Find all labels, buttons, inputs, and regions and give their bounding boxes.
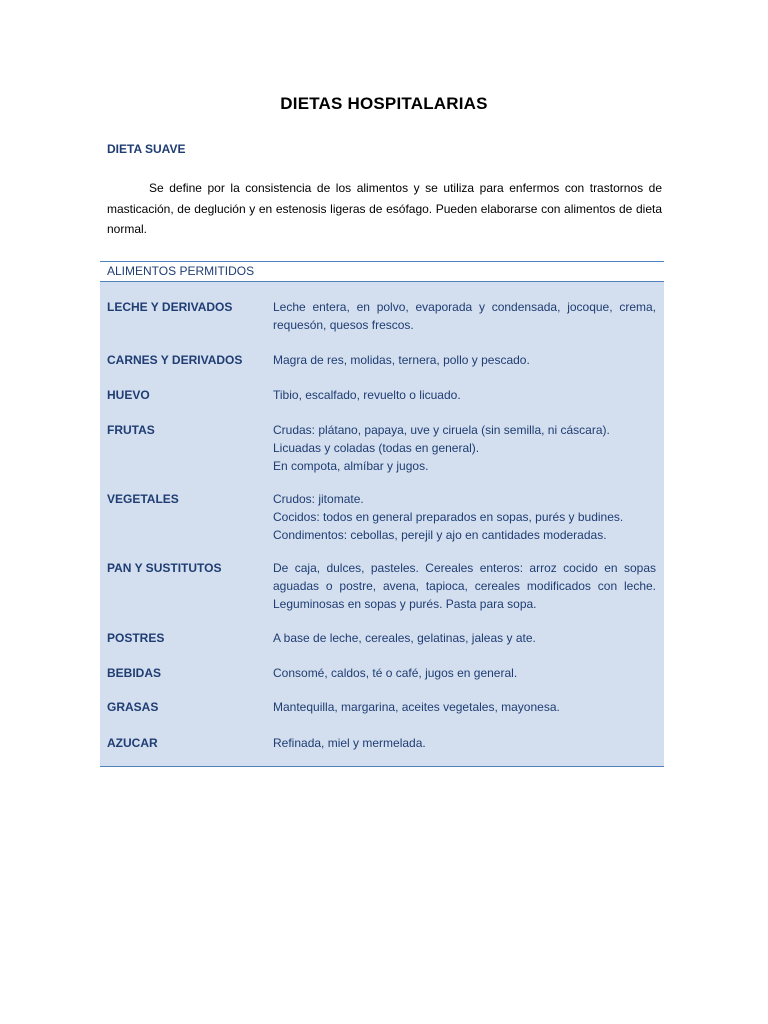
- row-description: [273, 421, 656, 475]
- row-category: LECHE Y DERIVADOS: [107, 300, 233, 314]
- row-category: AZUCAR: [107, 736, 158, 750]
- row-description: [273, 629, 656, 647]
- row-description-line: Leche entera, en polvo, evaporada y condensada, jocoque, crema, requesón, quesos frescos.: [273, 300, 656, 332]
- row-description-line: Crudos: jitomate.: [273, 492, 364, 506]
- row-description: [273, 490, 656, 544]
- row-description: [273, 698, 656, 716]
- row-description: [273, 386, 656, 404]
- allowed-foods-table: [100, 261, 664, 767]
- page-title: DIETAS HOSPITALARIAS: [280, 94, 488, 113]
- row-category: HUEVO: [107, 388, 150, 402]
- row-description: [273, 351, 656, 369]
- row-description: [273, 664, 656, 682]
- row-description-line: Magra de res, molidas, ternera, pollo y pescado.: [273, 353, 530, 367]
- intro-text: Se define por la consistencia de los alimentos y se utiliza para enfermos con trastornos de masticación, de deglución y en estenosis ligeras de esófago. Pueden elaborarse con alimentos de dieta normal.: [107, 181, 662, 236]
- table-header: ALIMENTOS PERMITIDOS: [100, 262, 664, 282]
- row-description-line: En compota, almíbar y jugos.: [273, 459, 429, 473]
- row-category: BEBIDAS: [107, 666, 162, 680]
- row-category: VEGETALES: [107, 492, 179, 506]
- row-description-line: Tibio, escalfado, revuelto o licuado.: [273, 388, 461, 402]
- intro-paragraph: [107, 178, 662, 240]
- row-category: FRUTAS: [107, 423, 155, 437]
- row-category: CARNES Y DERIVADOS: [107, 353, 243, 367]
- row-category: PAN Y SUSTITUTOS: [107, 561, 222, 575]
- row-description-line: Consomé, caldos, té o café, jugos en general.: [273, 666, 518, 680]
- row-description-line: Cocidos: todos en general preparados en sopas, purés y budines.: [273, 510, 624, 524]
- row-description-line: Refinada, miel y mermelada.: [273, 736, 426, 750]
- row-description-line: Mantequilla, margarina, aceites vegetales, mayonesa.: [273, 700, 560, 714]
- section-title: DIETA SUAVE: [107, 142, 186, 156]
- row-category: POSTRES: [107, 631, 165, 645]
- row-description-line: Licuadas y coladas (todas en general).: [273, 441, 480, 455]
- row-description: [273, 298, 656, 334]
- row-description-line: Crudas: plátano, papaya, uve y ciruela (sin semilla, ni cáscara).: [273, 423, 610, 437]
- row-category: GRASAS: [107, 700, 159, 714]
- row-description: [273, 559, 656, 613]
- row-description-line: A base de leche, cereales, gelatinas, jaleas y ate.: [273, 631, 536, 645]
- row-description-line: Condimentos: cebollas, perejil y ajo en cantidades moderadas.: [273, 528, 607, 542]
- row-description: [273, 734, 656, 752]
- row-description-line: De caja, dulces, pasteles. Cereales enteros: arroz cocido en sopas aguadas o postre, avena, tapioca, cereales modificados con leche. Leguminosas en sopas y purés. Pasta para sopa.: [273, 561, 656, 611]
